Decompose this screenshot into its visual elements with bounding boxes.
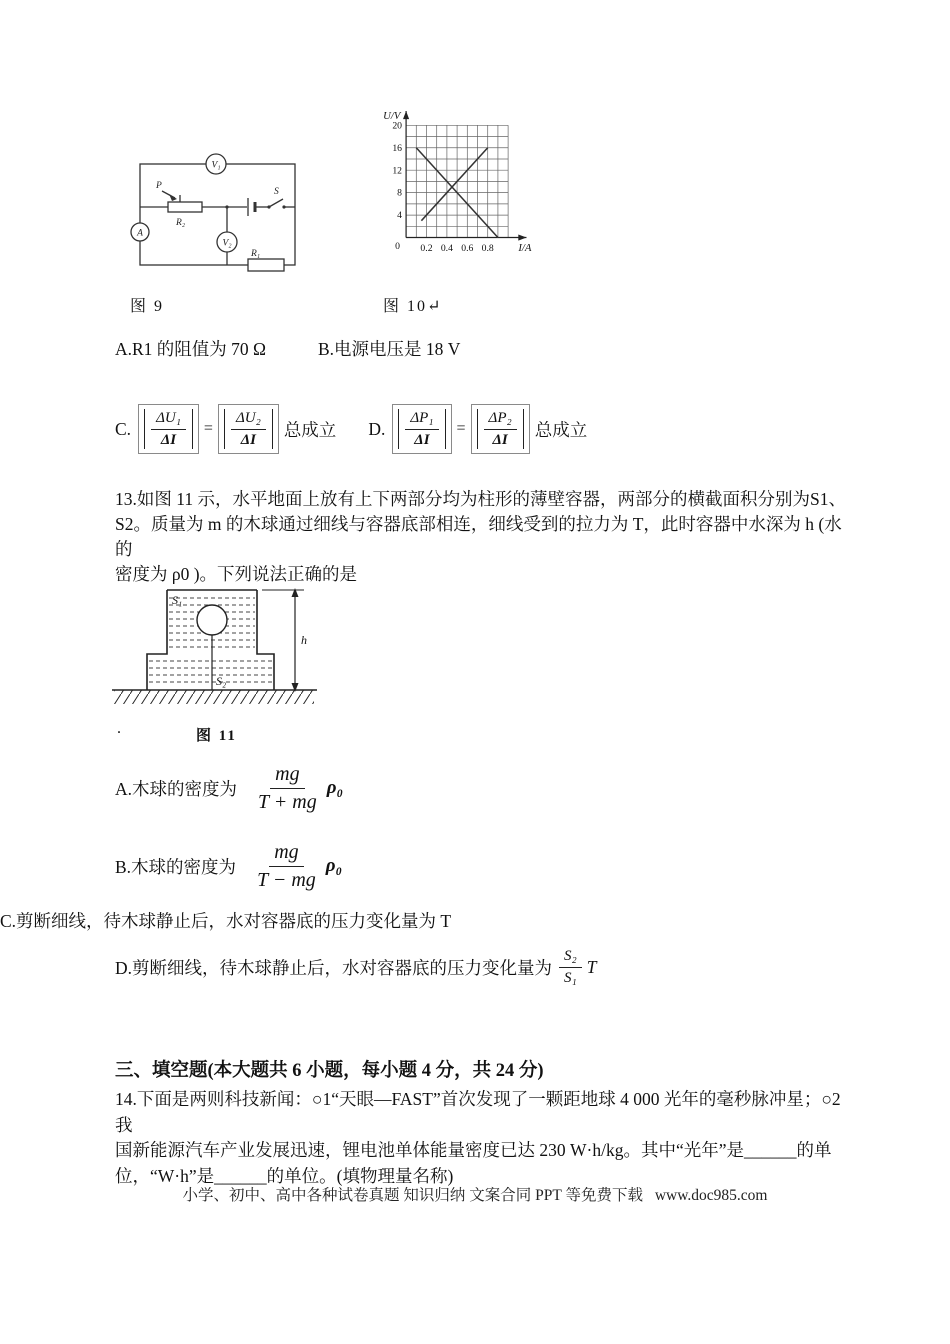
q13-option-d-fraction [559,947,582,988]
q14-line1: 14.下面是两则科技新闻：○1“天眼—FAST”首次发现了一颗距地球 4 000 光年的毫秒脉冲星；○2 我 [115,1089,841,1135]
q13-option-a-fraction [253,762,322,815]
fraction-denominator: ΔI [492,431,508,448]
absolute-value-bars [398,409,445,450]
q14-stem [115,1087,855,1189]
svg-text:0.8: 0.8 [481,242,494,254]
slider-p-label: P [156,181,162,191]
figure9-circuit-diagram [128,152,303,282]
q12-options-a-b [115,336,815,361]
q12-option-d-label: D. [368,418,386,439]
voltmeter-v2-label: V₂ [222,238,232,249]
svg-text:I/A: I/A [518,241,532,254]
fraction-numerator: ΔP₂ [484,409,517,430]
svg-text:4: 4 [397,210,403,222]
q13-option-a-text: A.木球的密度为 [115,778,238,799]
q13-stem [115,487,855,587]
slider-arrowhead [169,194,177,201]
container-svg [112,582,317,710]
equals-sign: = [456,420,466,437]
svg-text:16: 16 [392,142,403,154]
rho-zero-symbol: ρ₀ [325,855,343,876]
figure10-ui-graph [360,110,544,266]
h-label: h [301,633,307,647]
fraction-denominator: S₁ [564,969,577,986]
q13-option-b [115,835,342,897]
absolute-value-bars [477,409,524,450]
svg-text:20: 20 [392,120,403,132]
fraction-denominator: ΔI [160,431,177,448]
q12-c-suffix: 总成立 [283,419,337,440]
figure11-container-diagram [112,582,317,715]
q12-option-b: B.电源电压是 18 V [318,339,461,359]
fraction-denominator: T + mg [258,790,317,813]
q12-c-abs-fraction-1 [138,404,199,455]
wooden-ball [197,605,227,635]
rheostat-r2-label: R₂ [176,218,186,228]
svg-text:0.6: 0.6 [461,242,474,254]
footer-text: 小学、初中、高中各种试卷真题 知识归纳 文案合同 PPT 等免费下载 [182,1187,643,1204]
svg-text:0.4: 0.4 [440,242,453,254]
stray-period: . [117,720,121,737]
fraction-numerator: mg [269,840,303,867]
q12-option-a: A.R1 的阻值为 70 Ω [115,339,267,359]
svg-text:0: 0 [395,240,400,252]
q13-option-a [115,757,343,819]
q12-option-c-label: C. [115,418,132,439]
fraction-numerator: ΔU₁ [151,409,186,430]
svg-text:0.2: 0.2 [420,242,433,254]
q12-options-c-d [115,396,587,462]
page-footer [0,1183,950,1205]
ammeter-label: A [137,228,143,239]
q14-line3: 位，“W·h”是______的单位。(填物理量名称) [115,1165,454,1186]
fraction-numerator: mg [270,762,304,789]
q12-d-abs-fraction-2 [471,404,530,455]
q13-option-b-fraction [252,840,321,893]
fraction-numerator: ΔP₁ [405,409,438,430]
s1-label: S₁ [172,593,183,607]
fraction-denominator: ΔI [414,431,430,448]
figure11-caption: 图 11 [196,728,237,744]
figure10-caption: 图 10↵ [383,298,443,315]
figure9-caption: 图 9 [130,298,165,315]
svg-text:8: 8 [397,187,403,199]
svg-text:12: 12 [392,165,403,177]
absolute-value-bars [144,409,193,450]
footer-url: www.doc985.com [654,1187,768,1204]
section3-heading: 三、填空题(本大题共 6 小题，每小题 4 分，共 24 分) [115,1061,544,1081]
q14-line2: 国新能源汽车产业发展迅速，锂电池单体能量密度已达 230 W·h/kg。其中“光年”是______的单 [115,1140,832,1160]
switch-s-label: S [274,187,279,197]
svg-text:U/V: U/V [383,110,401,123]
fraction-denominator: ΔI [240,431,256,448]
q13-option-b-text: B.木球的密度为 [115,856,237,877]
fraction-denominator: T − mg [257,868,316,891]
q12-c-abs-fraction-2 [218,404,279,455]
q13-stem-line1: 13.如图 11 示，水平地面上放有上下两部分均为柱形的薄壁容器，两部分的横截面积分别为S1、 [115,489,846,509]
absolute-value-bars [224,409,273,450]
graph-svg [360,110,544,261]
fraction-numerator: ΔU₂ [231,409,266,430]
s2-label: S₂ [216,674,227,688]
arrowhead-up [292,588,299,597]
rho-zero-symbol: ρ₀ [326,777,344,798]
fraction-numerator: S₂ [559,947,582,968]
equals-sign: = [203,420,213,437]
q13-option-d [115,938,596,996]
q13-stem-line3: 密度为 ρ0 )。下列说法正确的是 [115,564,358,584]
q12-d-suffix: 总成立 [534,419,588,440]
q12-d-abs-fraction-1 [392,404,451,455]
q13-option-c: C.剪断细线，待木球静止后，水对容器底的压力变化量为 T [0,911,452,931]
ground-hatching [114,690,314,704]
voltmeter-v1-label: V₁ [211,160,221,171]
q13-option-d-text: D.剪断细线，待木球静止后，水对容器底的压力变化量为 [115,957,553,978]
q13-stem-line2: S2。质量为 m 的木球通过细线与容器底部相连，细线受到的拉力为 T，此时容器中水深为 h (水的 [115,514,842,559]
tension-t-symbol: T [586,956,597,977]
circuit-svg [128,152,303,277]
resistor-r1-label: R₁ [251,249,261,259]
